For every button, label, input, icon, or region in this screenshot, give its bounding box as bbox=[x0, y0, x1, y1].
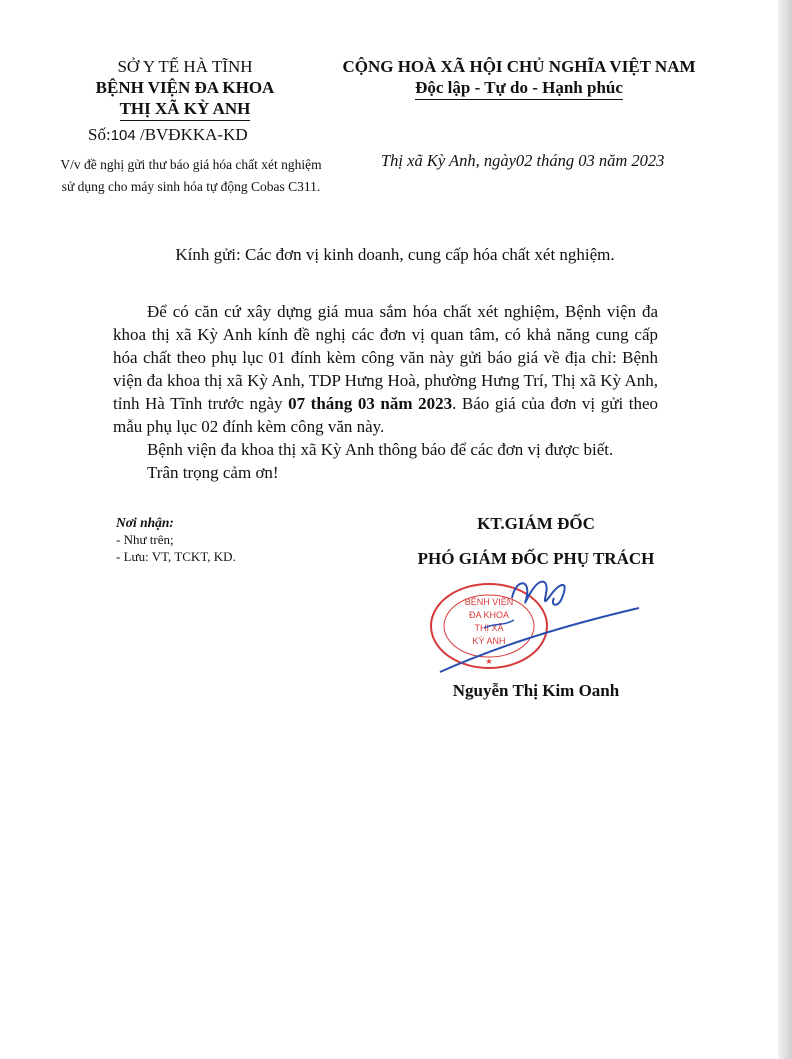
hospital-location: THỊ XÃ KỲ ANH bbox=[120, 98, 251, 121]
receivers-title: Nơi nhận: bbox=[116, 515, 174, 530]
stamp-line-3: THỊ XÃ bbox=[474, 623, 504, 633]
stamp-line-2: ĐA KHOA bbox=[468, 610, 510, 620]
page-edge-shadow bbox=[778, 0, 792, 1059]
stamp-line-1: BỆNH VIỆN bbox=[464, 597, 514, 607]
document-number bbox=[88, 125, 248, 145]
handwritten-signature bbox=[434, 568, 644, 678]
body-paragraph-1-tail: . Báo giá của đơn vị gửi theo mẫu phụ lục 02 đính kèm công văn này. bbox=[113, 394, 659, 436]
signatory-authority: KT.GIÁM ĐỐC bbox=[477, 514, 595, 533]
document-subject: V/v đề nghị gửi thư báo giá hóa chất xét nghiệm sử dụng cho máy sinh hóa tự động Cobas C311. bbox=[60, 157, 322, 194]
recipient-line: Kính gửi: Các đơn vị kinh doanh, cung cấp hóa chất xét nghiệm. bbox=[175, 245, 615, 264]
receiver-item: - Lưu: VT, TCKT, KD. bbox=[116, 549, 236, 564]
deadline-date: 07 tháng 03 năm 2023 bbox=[288, 394, 453, 413]
stamp-line-4: KỲ ANH bbox=[472, 636, 506, 646]
signatory-title: PHÓ GIÁM ĐỐC PHỤ TRÁCH bbox=[417, 549, 655, 568]
receiver-item: - Như trên; bbox=[116, 532, 174, 547]
document-number-suffix: /BVĐKKA-KD bbox=[135, 125, 248, 144]
national-title: CỘNG HOÀ XÃ HỘI CHỦ NGHĨA VIỆT NAM bbox=[342, 57, 696, 76]
hospital-name: BỆNH VIỆN ĐA KHOA bbox=[95, 78, 275, 97]
body-paragraph-3: Trân trọng cảm ơn! bbox=[147, 463, 279, 482]
national-motto: Độc lập - Tự do - Hạnh phúc bbox=[415, 77, 623, 100]
svg-text:★: ★ bbox=[485, 657, 493, 666]
body-paragraph-2: Bệnh viện đa khoa thị xã Kỳ Anh thông báo để các đơn vị được biết. bbox=[147, 440, 614, 459]
signature-block bbox=[395, 513, 677, 569]
document-body bbox=[113, 300, 658, 484]
body-paragraph-1-text: Để có căn cứ xây dựng giá mua sắm hóa chất xét nghiệm, Bệnh viện đa khoa thị xã Kỳ Anh kính đề nghị các đơn vị quan tâm, có khả năng cung cấp hóa chất theo phụ lục 01 đính kèm công văn này gửi báo giá về địa chỉ: Bệnh viện đa khoa thị xã Kỳ Anh, TDP Hưng Hoà, phường Hưng Trí, Thị xã Kỳ Anh, tỉnh Hà Tĩnh trước ngày bbox=[113, 302, 658, 413]
document-number-value: 104 bbox=[110, 127, 136, 144]
document-date: Thị xã Kỳ Anh, ngày02 tháng 03 năm 2023 bbox=[381, 151, 665, 170]
issuer-header bbox=[78, 56, 292, 121]
national-header bbox=[312, 56, 726, 100]
department-name: SỞ Y TẾ HÀ TĨNH bbox=[117, 57, 253, 76]
signer-name: Nguyễn Thị Kim Oanh bbox=[452, 681, 620, 700]
document-number-label: Số: bbox=[88, 125, 111, 144]
body-paragraph-1 bbox=[113, 300, 658, 438]
receivers-list bbox=[116, 514, 236, 565]
